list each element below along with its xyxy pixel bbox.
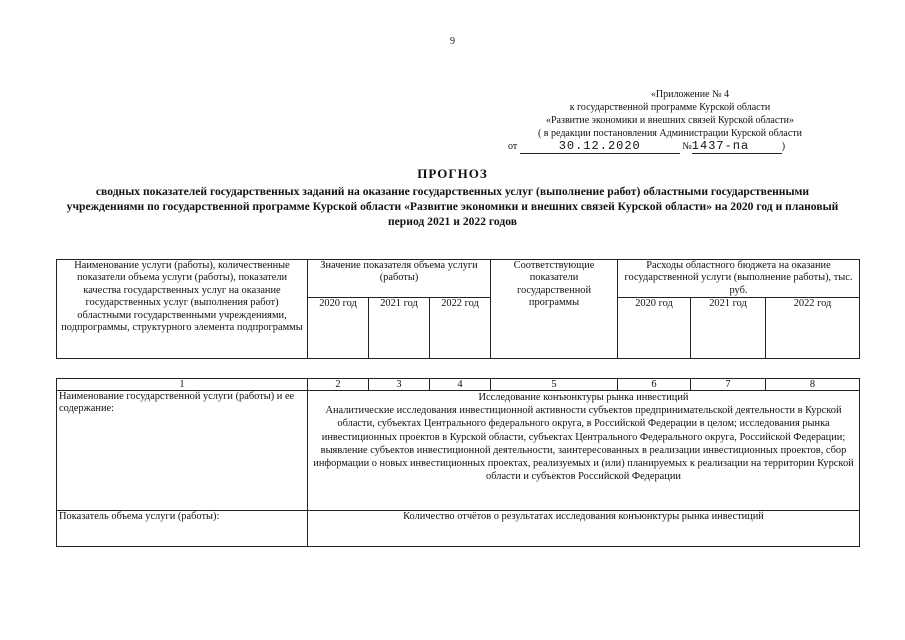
appendix-line-3: «Развитие экономики и внешних связей Курской области» <box>546 115 794 126</box>
header-budget-2022: 2022 год <box>766 298 860 359</box>
appendix-line-4: ( в редакции постановления Администрации Курской области <box>537 128 803 139</box>
from-label: от <box>508 141 518 152</box>
page-number: 9 <box>450 36 455 47</box>
header-col-service: Наименование услуги (работы), количественные показатели объема услуги (работы), показатели качества государственных услуг на оказание государственных услуг (выполнения работ) областными государственными учреждениями, подпрограммы, структурного элемента подпрограммы <box>57 260 308 359</box>
appendix-date-line <box>490 140 850 154</box>
appendix-block <box>490 88 850 154</box>
document-title: ПРОГНОЗ <box>417 166 488 181</box>
row-volume-label: Показатель объема услуги (работы): <box>57 511 308 547</box>
row-service-label: Наименование государственной услуги (работы) и ее содержание: <box>57 391 308 511</box>
service-description: Аналитические исследования инвестиционной активности субъектов предпринимательской деятельности в Курской области, субъектах Центрального федерального округа, в Российской Федерации в целом; исследования рынка инвестиционных проектов в Курской области, субъектах Центрального Федерального округа, Российской Федерации; выявление субъектов инвестиционной деятельности, заинтересованных в реализации инвестиционных проектов, сбор информации о новых инвестиционных проектах, реализуемых и (или) планируемых к реализации на территории Курской области и субъектов Российской Федерации <box>313 405 854 483</box>
appendix-line-1: «Приложение № 4 <box>650 89 730 100</box>
close-paren: ) <box>781 141 786 152</box>
body-table <box>56 378 860 547</box>
decree-number: 1437-па <box>692 140 782 154</box>
col-number-6: 6 <box>618 379 691 391</box>
header-budget-2021: 2021 год <box>691 298 766 359</box>
row-service-content <box>308 391 860 511</box>
col-number-1: 1 <box>57 379 308 391</box>
header-year-2021: 2021 год <box>369 298 430 359</box>
decree-date: 30.12.2020 <box>520 140 680 154</box>
row-volume-value: Количество отчётов о результатах исследования конъюнктуры рынка инвестиций <box>308 511 860 547</box>
document-subtitle: сводных показателей государственных заданий на оказание государственных услуг (выполнение работ) областными государственными учреждениями по государственной программе Курской области «Развитие экономики и внешних связей Курской области» на 2020 год и плановый период 2021 и 2022 годов <box>66 185 839 228</box>
service-title: Исследование конъюнктуры рынка инвестиций <box>478 392 689 403</box>
header-col-budget-group: Расходы областного бюджета на оказание государственной услуги (выполнение работы), тыс. руб. <box>618 260 860 298</box>
header-col-program: Соответствующие показатели государственной программы <box>491 260 618 359</box>
col-number-7: 7 <box>691 379 766 391</box>
header-table <box>56 259 860 359</box>
header-budget-2020: 2020 год <box>618 298 691 359</box>
appendix-line-2: к государственной программе Курской области <box>569 102 771 113</box>
header-col-value-group: Значение показателя объема услуги (работы) <box>308 260 491 298</box>
col-number-2: 2 <box>308 379 369 391</box>
col-number-3: 3 <box>369 379 430 391</box>
header-year-2020: 2020 год <box>308 298 369 359</box>
header-year-2022: 2022 год <box>430 298 491 359</box>
col-number-8: 8 <box>766 379 860 391</box>
col-number-5: 5 <box>491 379 618 391</box>
col-number-4: 4 <box>430 379 491 391</box>
number-label: № <box>682 141 692 152</box>
